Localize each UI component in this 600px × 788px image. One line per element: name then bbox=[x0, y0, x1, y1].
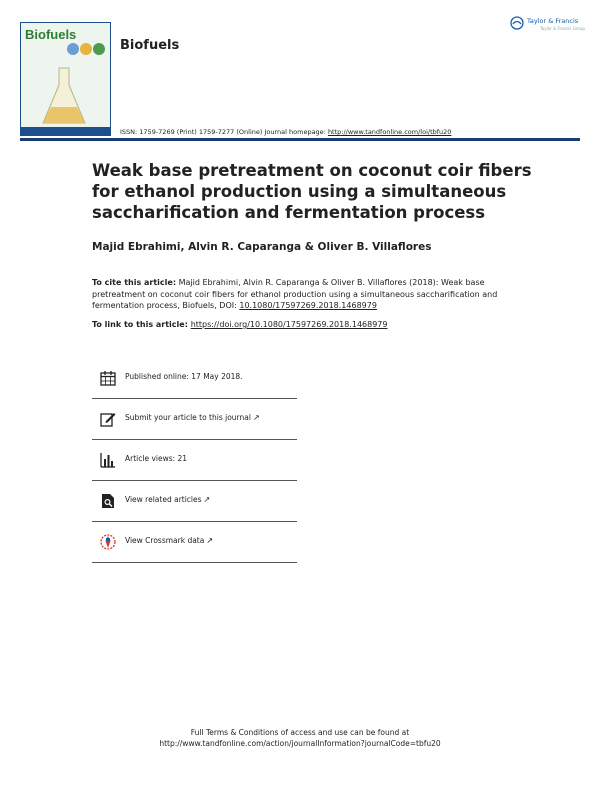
publisher-name: Taylor & Francis bbox=[527, 17, 579, 25]
article-doi-url[interactable]: https://doi.org/10.1080/17597269.2018.1468979 bbox=[190, 320, 388, 329]
external-link-icon: ↗ bbox=[252, 413, 260, 422]
doi-link[interactable]: 10.1080/17597269.2018.1468979 bbox=[239, 301, 377, 310]
terms-footer bbox=[0, 727, 600, 749]
edit-icon bbox=[100, 411, 116, 427]
divider bbox=[92, 562, 297, 563]
link-label: To link to this article: bbox=[92, 320, 191, 329]
bar-chart-icon bbox=[100, 452, 116, 468]
issn-text: ISSN: 1759-7269 (Print) 1759-7277 (Online) Journal homepage: bbox=[120, 128, 328, 136]
published-online-text: Published online: 17 May 2018. bbox=[125, 372, 243, 381]
crossmark-row[interactable] bbox=[92, 522, 297, 562]
cover-title: Biofuels bbox=[25, 27, 77, 42]
journal-name: Biofuels bbox=[120, 38, 180, 53]
terms-url-link[interactable]: http://www.tandfonline.com/action/journalInformation?journalCode=tbfu20 bbox=[159, 739, 441, 748]
published-online-row bbox=[92, 358, 297, 398]
crossmark-link[interactable] bbox=[125, 536, 213, 545]
issn-line bbox=[120, 128, 451, 136]
external-link-icon: ↗ bbox=[203, 495, 211, 504]
publisher-logo[interactable] bbox=[510, 16, 585, 38]
citation-label: To cite this article: bbox=[92, 278, 177, 287]
related-articles-text: View related articles bbox=[125, 495, 202, 504]
external-link-icon: ↗ bbox=[206, 536, 214, 545]
header-divider bbox=[20, 138, 580, 141]
citation-text: Majid Ebrahimi, Alvin R. Caparanga & Oliver B. Villaflores (2018): Weak base pretreatment on coconut coir fibers for ethanol production using a simultaneous saccharification and fermentation process, Biofuels, DOI: bbox=[92, 278, 498, 310]
citation-block bbox=[92, 277, 512, 312]
related-articles-row[interactable] bbox=[92, 481, 297, 521]
article-views-row bbox=[92, 440, 297, 480]
related-articles-link[interactable] bbox=[125, 495, 210, 504]
journal-homepage-link[interactable]: http://www.tandfonline.com/loi/tbfu20 bbox=[327, 128, 452, 136]
submit-article-text: Submit your article to this journal bbox=[125, 413, 251, 422]
publisher-group: Taylor & Francis Group bbox=[540, 26, 585, 31]
cover-illustration bbox=[21, 23, 110, 135]
submit-article-row[interactable] bbox=[92, 399, 297, 439]
related-articles-icon bbox=[100, 493, 116, 509]
calendar-icon bbox=[100, 370, 116, 386]
journal-cover-image bbox=[20, 22, 111, 136]
article-title: Weak base pretreatment on coconut coir fibers for ethanol production using a simultaneous saccharification and fermentation process bbox=[92, 161, 532, 222]
submit-article-link[interactable] bbox=[125, 413, 260, 422]
crossmark-icon bbox=[100, 534, 116, 550]
article-views-text: Article views: 21 bbox=[125, 454, 188, 463]
publisher-logo-icon bbox=[510, 16, 524, 30]
crossmark-text: View Crossmark data bbox=[125, 536, 205, 545]
article-link-line bbox=[92, 320, 388, 329]
terms-text: Full Terms & Conditions of access and use can be found at bbox=[190, 728, 410, 737]
article-authors: Majid Ebrahimi, Alvin R. Caparanga & Oliver B. Villaflores bbox=[92, 241, 432, 253]
